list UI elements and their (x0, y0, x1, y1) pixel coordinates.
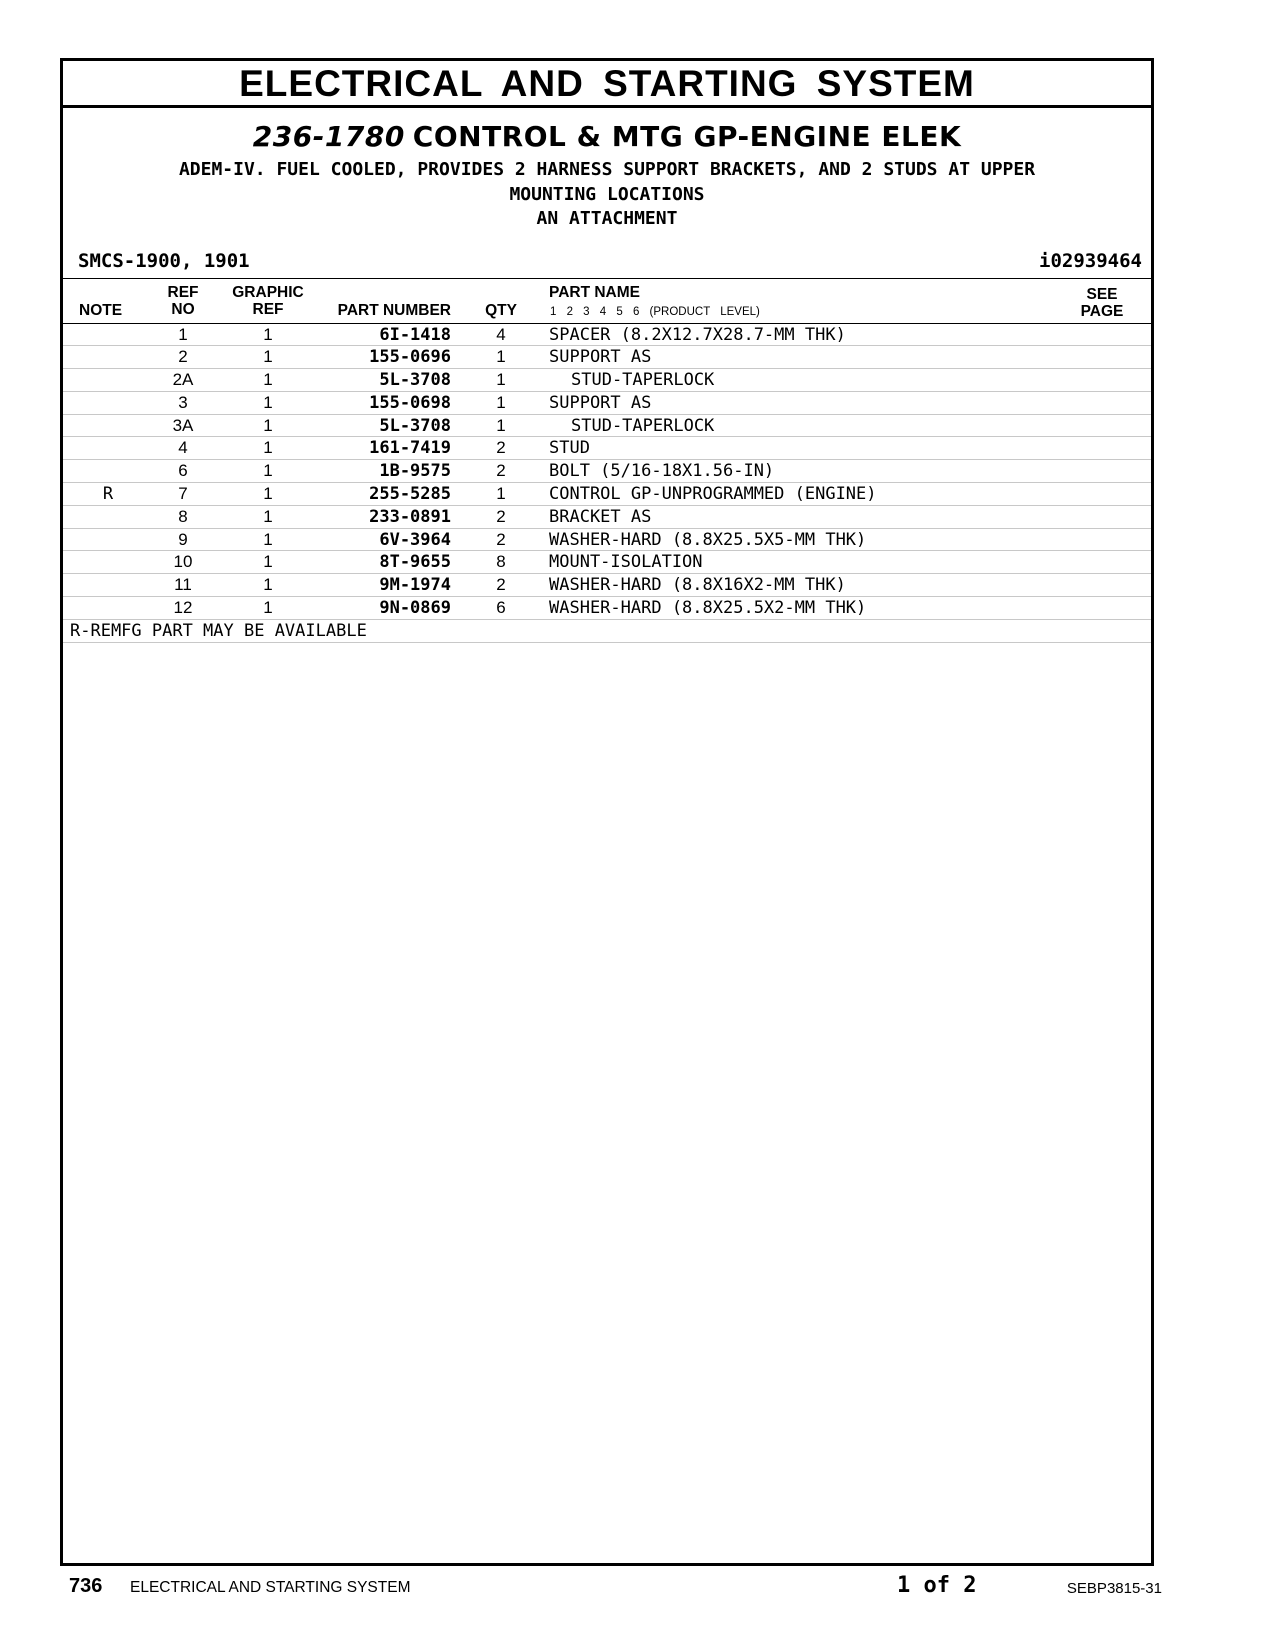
table-row (63, 483, 1151, 506)
ref-no-cell: 3 (178, 392, 188, 412)
table-row (63, 437, 1151, 460)
table-row (63, 369, 1151, 392)
smcs-row (63, 248, 1151, 278)
part-number-cell: 5L-3708 (379, 370, 451, 391)
part-number-cell: 161-7419 (369, 438, 451, 459)
table-row (63, 574, 1151, 597)
part-number-cell: 9M-1974 (379, 575, 451, 596)
note-cell: R (102, 484, 114, 505)
smcs-code: SMCS-1900, 1901 (78, 249, 250, 272)
description-line: ADEM-IV. FUEL COOLED, PROVIDES 2 HARNESS SUPPORT BRACKETS, AND 2 STUDS AT UPPER (178, 159, 1036, 180)
qty-cell: 6 (496, 598, 506, 618)
ref-no-cell: 9 (178, 529, 188, 549)
qty-cell: 2 (496, 438, 506, 458)
table-row (63, 506, 1151, 529)
graphic-ref-cell: 1 (263, 415, 273, 435)
graphic-ref-cell: 1 (263, 461, 273, 481)
group-title (63, 120, 1151, 154)
part-name-cell: WASHER-HARD (8.8X25.5X5-MM THK) (549, 529, 867, 550)
part-name-cell: STUD-TAPERLOCK (571, 415, 715, 436)
part-number-cell: 155-0696 (369, 347, 451, 368)
table-row (63, 392, 1151, 415)
qty-cell: 4 (496, 324, 506, 344)
part-name-cell: SUPPORT AS (549, 392, 652, 413)
graphic-ref-cell: 1 (263, 529, 273, 549)
graphic-ref-cell: 1 (263, 324, 273, 344)
footer-section: ELECTRICAL AND STARTING SYSTEM (130, 1579, 411, 1596)
ref-no-cell: 12 (173, 598, 193, 618)
info-reference: i02939464 (1039, 249, 1142, 272)
header-ref-line: REF (167, 283, 199, 301)
header-gref-line: REF (252, 300, 284, 318)
group-number: 236-1780 (252, 120, 405, 153)
description-line: AN ATTACHMENT (536, 208, 678, 229)
part-name-cell: SUPPORT AS (549, 347, 652, 368)
ref-no-cell: 11 (174, 575, 192, 595)
part-number-cell: 9N-0869 (379, 598, 451, 619)
header-see-line: PAGE (1080, 302, 1124, 320)
part-name-cell: STUD (549, 438, 590, 459)
qty-cell: 1 (496, 415, 506, 435)
qty-cell: 2 (496, 575, 506, 595)
qty-cell: 1 (496, 370, 506, 390)
part-name-cell: MOUNT-ISOLATION (549, 552, 703, 573)
table-row (63, 460, 1151, 483)
graphic-ref-cell: 1 (263, 598, 273, 618)
ref-no-cell: 7 (178, 484, 188, 504)
ref-no-cell: 3A (172, 415, 194, 435)
table-row (63, 346, 1151, 369)
group-description (63, 158, 1151, 232)
ref-no-cell: 10 (173, 552, 193, 572)
part-number-cell: 155-0698 (369, 392, 451, 413)
ref-no-cell: 4 (178, 438, 188, 458)
qty-cell: 2 (496, 506, 506, 526)
part-name-cell: BOLT (5/16-18X1.56-IN) (549, 461, 775, 482)
ref-no-cell: 2 (178, 347, 188, 367)
group-name: CONTROL & MTG GP-ENGINE ELEK (412, 120, 962, 153)
part-name-cell: BRACKET AS (549, 506, 652, 527)
header-qty: QTY (485, 301, 517, 319)
header-graphic-ref (228, 284, 308, 318)
ref-no-cell: 8 (178, 506, 188, 526)
description-line: MOUNTING LOCATIONS (509, 183, 705, 205)
table-row (63, 551, 1151, 574)
part-number-cell: 255-5285 (369, 484, 451, 505)
graphic-ref-cell: 1 (263, 575, 273, 595)
qty-cell: 2 (496, 461, 506, 481)
part-number-cell: 6V-3964 (379, 529, 451, 550)
graphic-ref-cell: 1 (263, 506, 273, 526)
table-row (63, 529, 1151, 552)
qty-cell: 8 (496, 552, 506, 572)
header-note: NOTE (79, 301, 123, 319)
parts-list (63, 324, 1151, 620)
system-title: ELECTRICAL AND STARTING SYSTEM (63, 61, 1151, 108)
part-name-cell: STUD-TAPERLOCK (571, 370, 715, 391)
page-number: 736 (69, 1575, 103, 1597)
table-header (63, 279, 1151, 324)
part-number-cell: 233-0891 (369, 506, 451, 527)
header-gref-line: GRAPHIC (232, 283, 304, 301)
qty-cell: 1 (496, 347, 506, 367)
part-number-cell: 1B-9575 (379, 461, 451, 482)
part-name-cell: WASHER-HARD (8.8X25.5X2-MM THK) (549, 598, 867, 619)
page-of: 1 of 2 (897, 1573, 977, 1598)
ref-no-cell: 6 (178, 461, 188, 481)
header-see-page (1077, 286, 1127, 320)
table-row (63, 324, 1151, 347)
header-see-line: SEE (1086, 285, 1118, 303)
part-number-cell: 6I-1418 (379, 324, 451, 345)
header-part-number: PART NUMBER (337, 301, 451, 319)
footnote-text: R-REMFG PART MAY BE AVAILABLE (70, 620, 367, 641)
part-name-cell: CONTROL GP-UNPROGRAMMED (ENGINE) (549, 484, 877, 505)
part-name-cell: WASHER-HARD (8.8X16X2-MM THK) (549, 575, 846, 596)
graphic-ref-cell: 1 (263, 347, 273, 367)
table-footnote (63, 620, 1151, 643)
graphic-ref-cell: 1 (263, 392, 273, 412)
table-row (63, 597, 1151, 620)
part-name-cell: SPACER (8.2X12.7X28.7-MM THK) (549, 324, 846, 345)
graphic-ref-cell: 1 (263, 484, 273, 504)
document-id: SEBP3815-31 (1066, 1580, 1162, 1597)
table-row (63, 415, 1151, 438)
ref-no-cell: 2A (172, 370, 194, 390)
header-product-levels: 1 2 3 4 5 6 (PRODUCT LEVEL) (550, 305, 760, 318)
graphic-ref-cell: 1 (263, 438, 273, 458)
header-ref-line: NO (171, 300, 195, 318)
graphic-ref-cell: 1 (263, 370, 273, 390)
header-ref-no (163, 284, 203, 318)
qty-cell: 1 (496, 392, 506, 412)
qty-cell: 2 (496, 529, 506, 549)
header-part-name: PART NAME (549, 283, 640, 301)
graphic-ref-cell: 1 (263, 552, 273, 572)
qty-cell: 1 (496, 484, 506, 504)
page-frame (60, 58, 1154, 1566)
part-number-cell: 8T-9655 (379, 552, 451, 573)
ref-no-cell: 1 (178, 324, 188, 344)
part-number-cell: 5L-3708 (379, 415, 451, 436)
